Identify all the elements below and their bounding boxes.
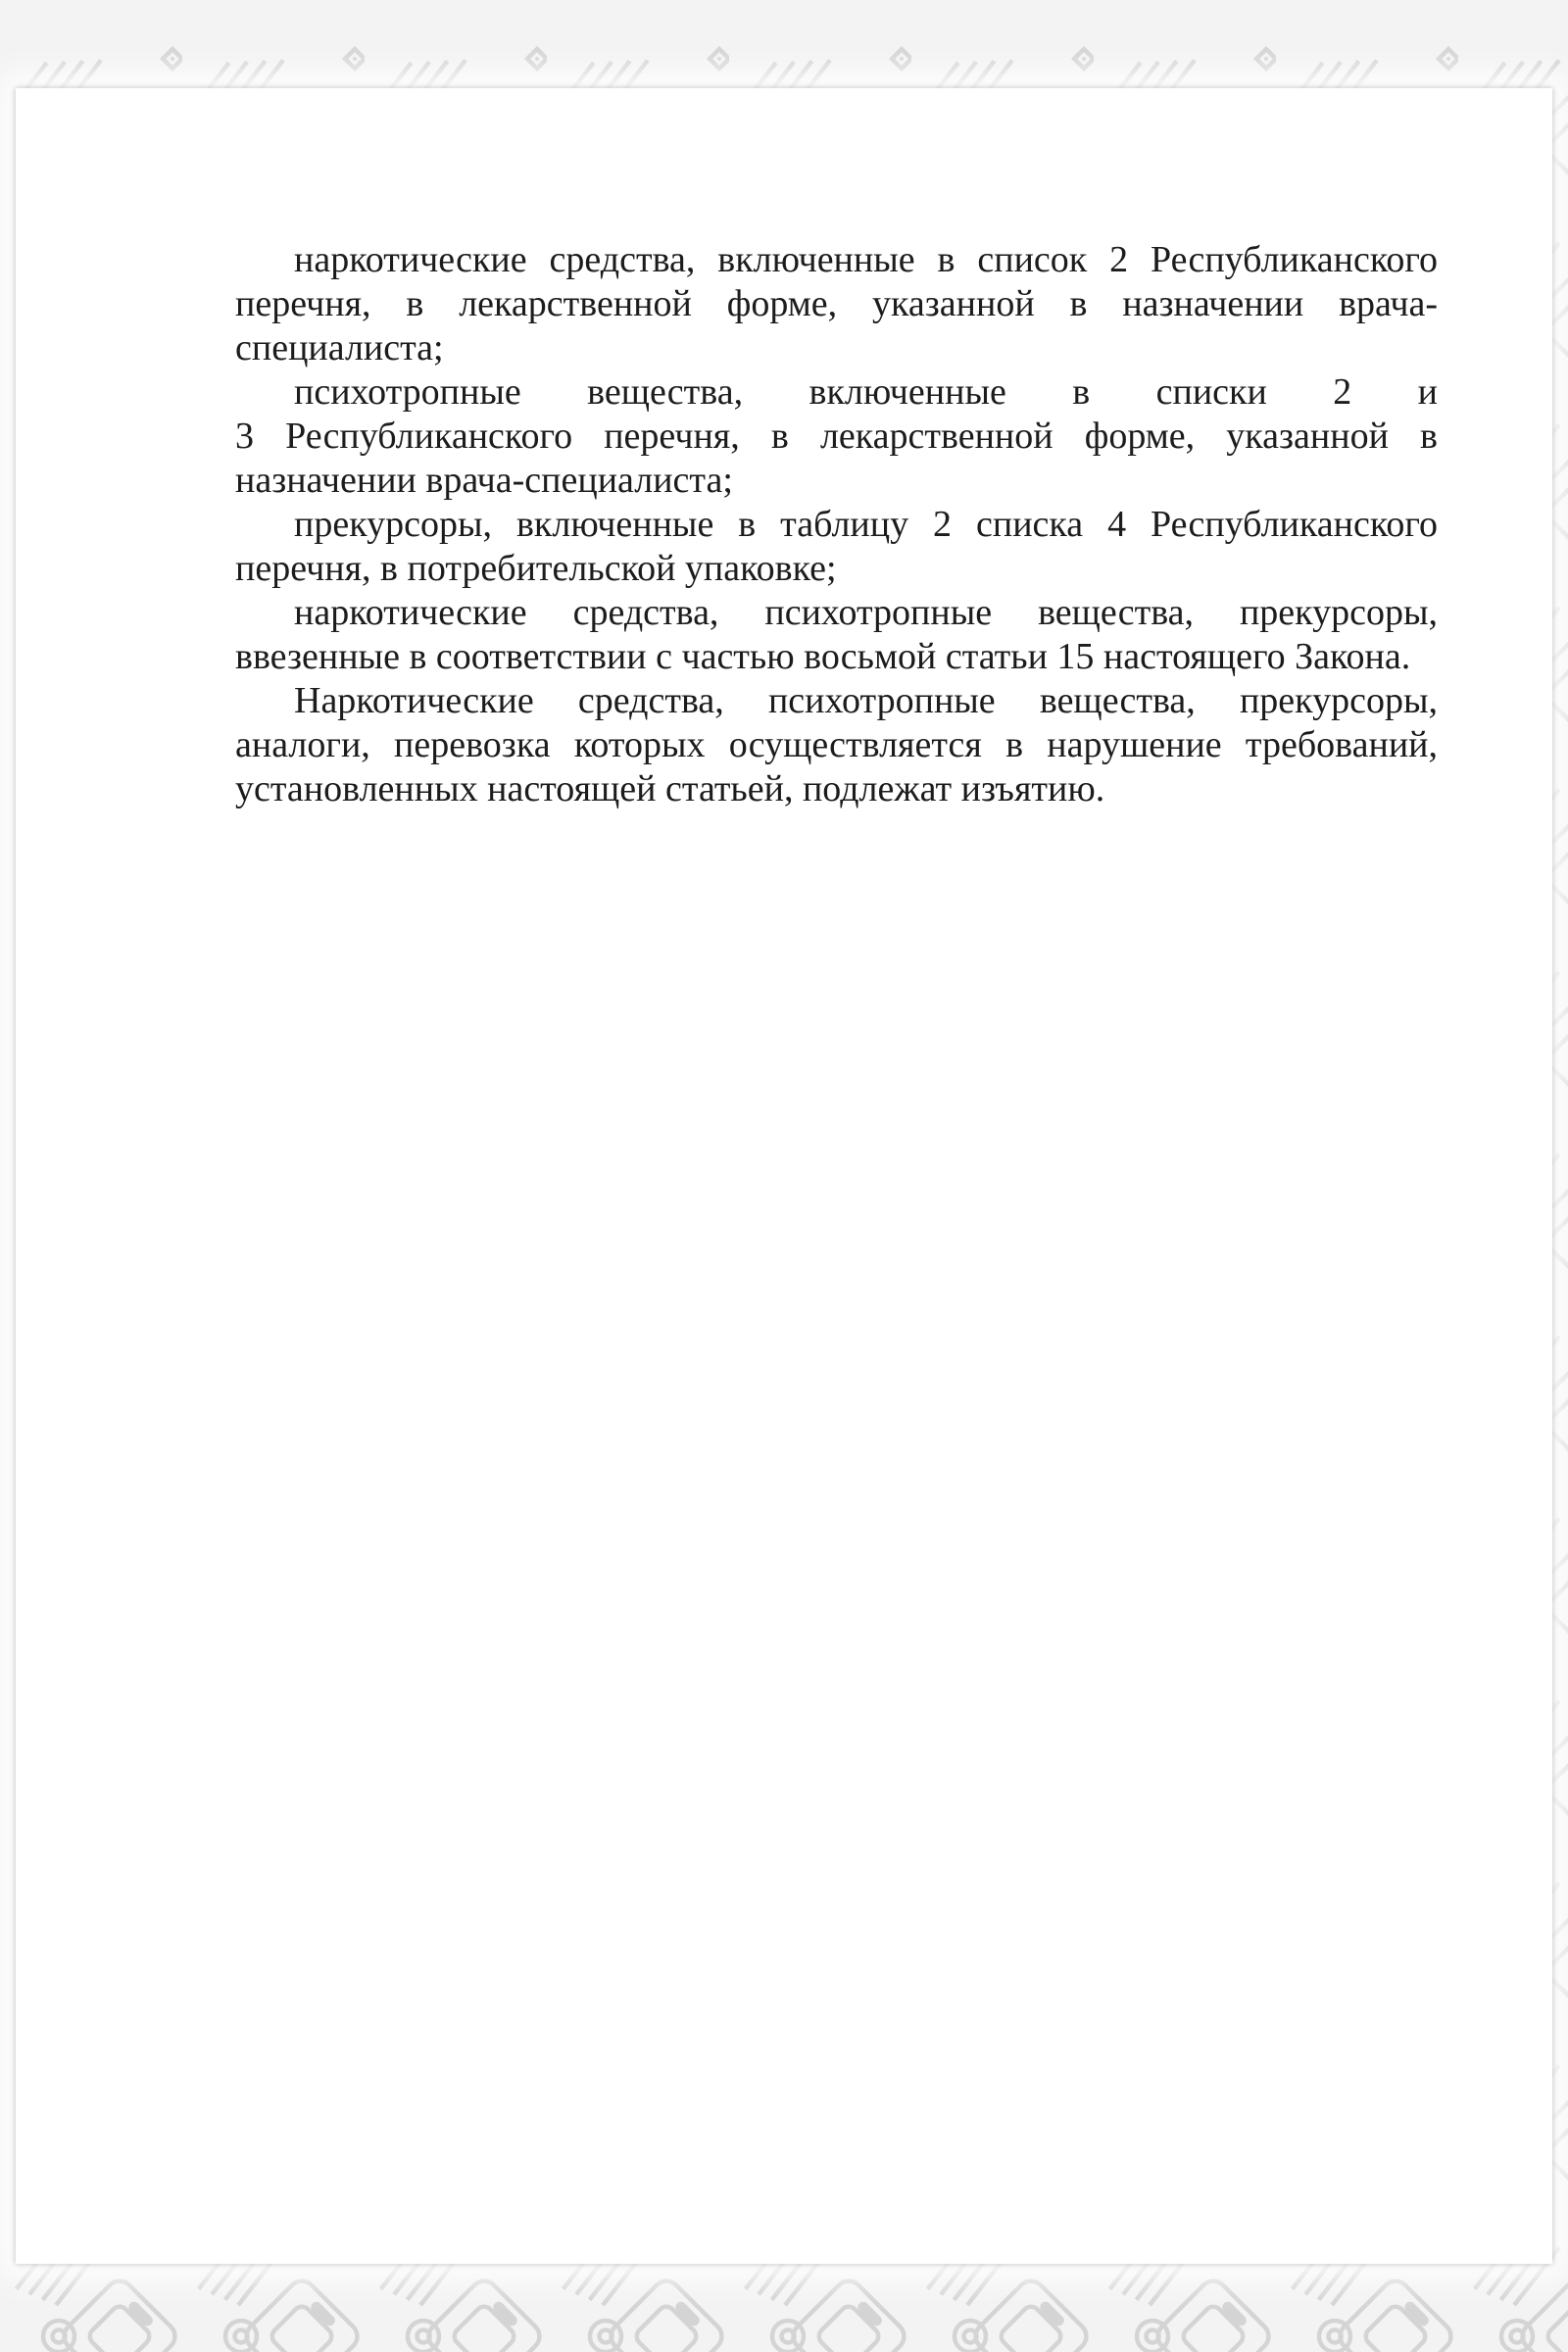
text-line: наркотические средства, психотропные вещества, прекурсоры,: [294, 592, 1438, 633]
text-line: аналоги, перевозка которых осуществляется в нарушение требований,: [235, 724, 1438, 765]
document-page: [16, 88, 1552, 2264]
text-line: перечня, в потребительской упаковке;: [235, 548, 837, 589]
text-line: назначении врача-специалиста;: [235, 460, 733, 501]
text-line: перечня, в лекарственной форме, указанной в назначении врача-: [235, 283, 1438, 324]
text-line: 3 Республиканского перечня, в лекарственной форме, указанной в: [235, 416, 1438, 457]
text-line: Наркотические средства, психотропные вещества, прекурсоры,: [294, 680, 1438, 721]
text-line: установленных настоящей статьей, подлежат изъятию.: [235, 768, 1105, 809]
text-line: наркотические средства, включенные в список 2 Республиканского: [294, 239, 1438, 280]
text-line: психотропные вещества, включенные в списки 2 и: [294, 371, 1438, 413]
text-line: ввезенные в соответствии с частью восьмой статьи 15 настоящего Закона.: [235, 636, 1411, 677]
text-line: специалиста;: [235, 327, 444, 368]
document-text: [235, 238, 1438, 811]
text-line: прекурсоры, включенные в таблицу 2 списка 4 Республиканского: [294, 504, 1438, 545]
